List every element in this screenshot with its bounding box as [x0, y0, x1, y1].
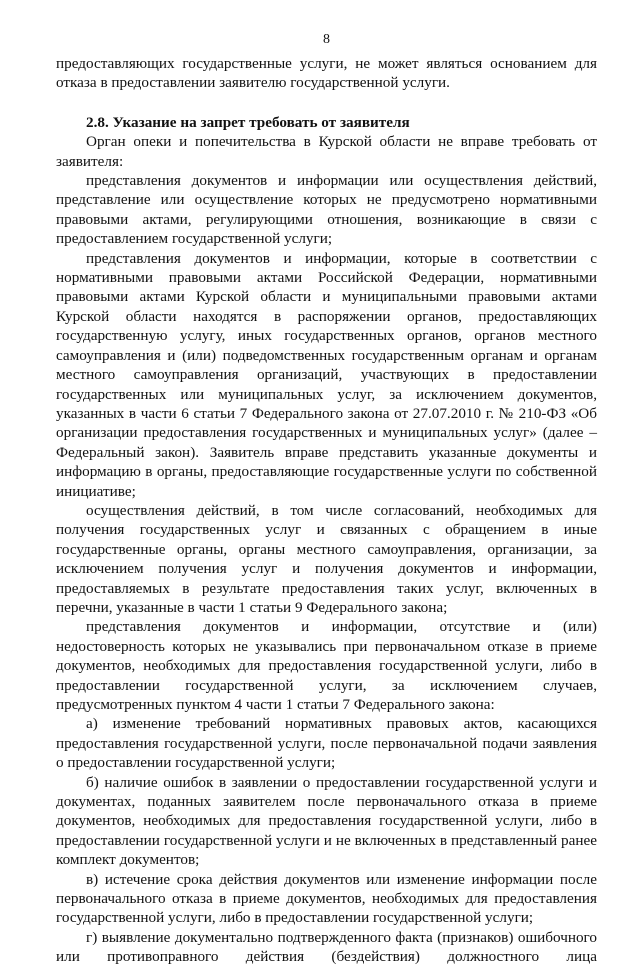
list-item: г) выявление документально подтвержденного факта (признаков) ошибочного или противоправного действия (бездействия) должностного лица — [56, 928, 597, 966]
section-heading: 2.8. Указание на запрет требовать от заявителя — [86, 113, 410, 131]
section-intro: Орган опеки и попечительства в Курской области не вправе требовать от заявителя: — [56, 133, 597, 170]
list-item: а) изменение требований нормативных правовых актов, касающихся предоставления государственной услуги, после первоначальной подачи заявления о предоставлении государственной услуги; — [56, 715, 597, 772]
list-item: представления документов и информации, которые в соответствии с нормативными правовыми актами Российской Федерации, нормативными правовыми актами Курской области и муниципальными правовыми актами Курской области находятся в распоряжении органов, предоставляющих государственную услугу, иных государственных органов, органов местного самоуправления и (или) подведомственных государственным органам и органам местного самоуправления организаций, участвующих в предоставлении государственных или муниципальных услуг, за исключением документов, указанных в части 6 статьи 7 Федерального закона от 27.07.2010 г. № 210-ФЗ «Об организации предоставления государственных и муниципальных услуг» (далее – Федеральный закон). Заявитель вправе представить указанные документы и информацию в органы, предоставляющие государственные услуги по собственной инициативе; — [56, 249, 597, 500]
list-item: осуществления действий, в том числе согласований, необходимых для получения государственных услуг и связанных с обращением в иные государственные органы, органы местного самоуправления, организации, за исключением получения услуг и получения документов и информации, предоставляемых в результате предоставления таких услуг, включенных в перечни, указанные в части 1 статьи 9 Федерального закона; — [56, 501, 597, 616]
list-item: представления документов и информации, отсутствие и (или) недостоверность которых не указывались при первоначальном отказе в приеме документов, необходимых для предоставления государственной услуги, либо в предоставлении государственной услуги, за исключением случаев, предусмотренных пунктом 4 части 1 статьи 7 Федерального закона: — [56, 618, 597, 713]
list-item: представления документов и информации или осуществления действий, представление или осуществление которых не предусмотрено нормативными правовыми актами, регулирующими отношения, возникающие в связи с предоставлением государственной услуги; — [56, 172, 597, 248]
list-item: в) истечение срока действия документов или изменение информации после первоначального отказа в приеме документов, необходимых для предоставления государственной услуги, либо в предоставлении государственной услуги; — [56, 870, 597, 927]
page-number: 8 — [323, 32, 330, 47]
lead-paragraph: предоставляющих государственные услуги, не может являться основанием для отказа в предоставлении заявителю государственной услуги. — [56, 55, 597, 92]
list-item: б) наличие ошибок в заявлении о предоставлении государственной услуги и документах, поданных заявителем после первоначального отказа в приеме документов, необходимых для предоставления государственной услуги, либо в предоставлении государственной услуги и не включенных в представленный ранее комплект документов; — [56, 773, 597, 869]
